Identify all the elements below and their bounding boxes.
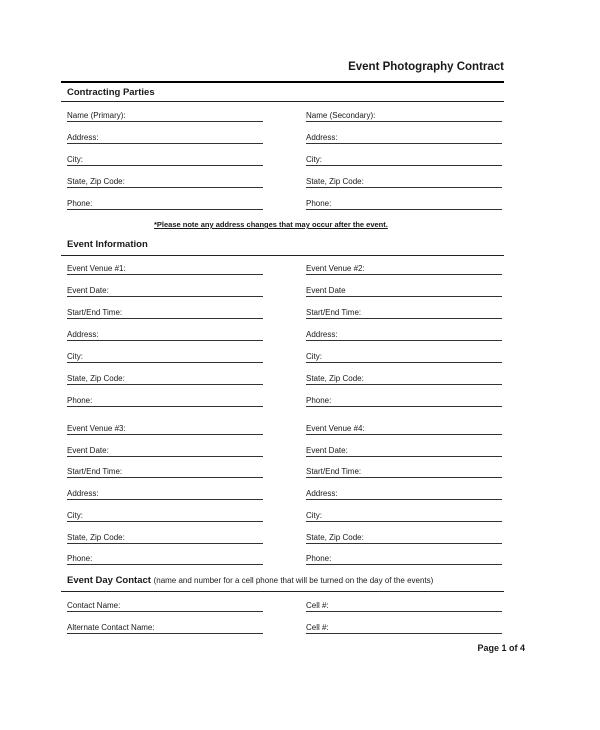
city-primary-field[interactable]: City: bbox=[67, 154, 263, 166]
venue1-address-field[interactable]: Address: bbox=[67, 329, 263, 341]
venue4-date-field[interactable]: Event Date: bbox=[306, 445, 502, 457]
state-zip-secondary-field[interactable]: State, Zip Code: bbox=[306, 176, 502, 188]
venue3-name-field[interactable]: Event Venue #3: bbox=[67, 423, 263, 435]
venue2-name-field[interactable]: Event Venue #2: bbox=[306, 263, 502, 275]
venue4-name-field[interactable]: Event Venue #4: bbox=[306, 423, 502, 435]
venue4-time-field[interactable]: Start/End Time: bbox=[306, 466, 502, 478]
section-divider bbox=[61, 591, 504, 592]
venue1-city-field[interactable]: City: bbox=[67, 351, 263, 363]
city-secondary-field[interactable]: City: bbox=[306, 154, 502, 166]
state-zip-primary-field[interactable]: State, Zip Code: bbox=[67, 176, 263, 188]
venue1-phone-field[interactable]: Phone: bbox=[67, 395, 263, 407]
phone-primary-field[interactable]: Phone: bbox=[67, 198, 263, 210]
name-primary-field[interactable]: Name (Primary): bbox=[67, 110, 263, 122]
event-day-contact-title: Event Day Contact bbox=[67, 575, 151, 586]
name-secondary-field[interactable]: Name (Secondary): bbox=[306, 110, 502, 122]
venue4-phone-field[interactable]: Phone: bbox=[306, 553, 502, 565]
alternate-contact-name-field[interactable]: Alternate Contact Name: bbox=[67, 622, 263, 634]
venue2-time-field[interactable]: Start/End Time: bbox=[306, 307, 502, 319]
event-day-contact-heading bbox=[67, 575, 433, 586]
venue3-phone-field[interactable]: Phone: bbox=[67, 553, 263, 565]
address-change-note: *Please note any address changes that may occur after the event. bbox=[154, 220, 388, 229]
section-divider bbox=[61, 255, 504, 256]
venue1-name-field[interactable]: Event Venue #1: bbox=[67, 263, 263, 275]
contracting-parties-heading: Contracting Parties bbox=[67, 87, 155, 98]
venue4-address-field[interactable]: Address: bbox=[306, 488, 502, 500]
address-primary-field[interactable]: Address: bbox=[67, 132, 263, 144]
event-day-contact-subnote: (name and number for a cell phone that will be turned on the day of the events) bbox=[153, 576, 434, 585]
contact-cell-field[interactable]: Cell #: bbox=[306, 600, 502, 612]
venue2-city-field[interactable]: City: bbox=[306, 351, 502, 363]
section-divider bbox=[61, 101, 504, 102]
address-secondary-field[interactable]: Address: bbox=[306, 132, 502, 144]
venue2-address-field[interactable]: Address: bbox=[306, 329, 502, 341]
venue1-date-field[interactable]: Event Date: bbox=[67, 285, 263, 297]
venue2-phone-field[interactable]: Phone: bbox=[306, 395, 502, 407]
venue3-city-field[interactable]: City: bbox=[67, 510, 263, 522]
title-divider bbox=[61, 81, 504, 83]
venue3-address-field[interactable]: Address: bbox=[67, 488, 263, 500]
venue2-date-field[interactable]: Event Date bbox=[306, 285, 502, 297]
venue1-state-zip-field[interactable]: State, Zip Code: bbox=[67, 373, 263, 385]
venue3-state-zip-field[interactable]: State, Zip Code: bbox=[67, 532, 263, 544]
venue3-date-field[interactable]: Event Date: bbox=[67, 445, 263, 457]
venue1-time-field[interactable]: Start/End Time: bbox=[67, 307, 263, 319]
document-title: Event Photography Contract bbox=[348, 61, 504, 73]
venue2-state-zip-field[interactable]: State, Zip Code: bbox=[306, 373, 502, 385]
event-information-heading: Event Information bbox=[67, 239, 148, 250]
phone-secondary-field[interactable]: Phone: bbox=[306, 198, 502, 210]
venue3-time-field[interactable]: Start/End Time: bbox=[67, 466, 263, 478]
alternate-contact-cell-field[interactable]: Cell #: bbox=[306, 622, 502, 634]
venue4-state-zip-field[interactable]: State, Zip Code: bbox=[306, 532, 502, 544]
contact-name-field[interactable]: Contact Name: bbox=[67, 600, 263, 612]
venue4-city-field[interactable]: City: bbox=[306, 510, 502, 522]
page-number: Page 1 of 4 bbox=[477, 643, 525, 653]
